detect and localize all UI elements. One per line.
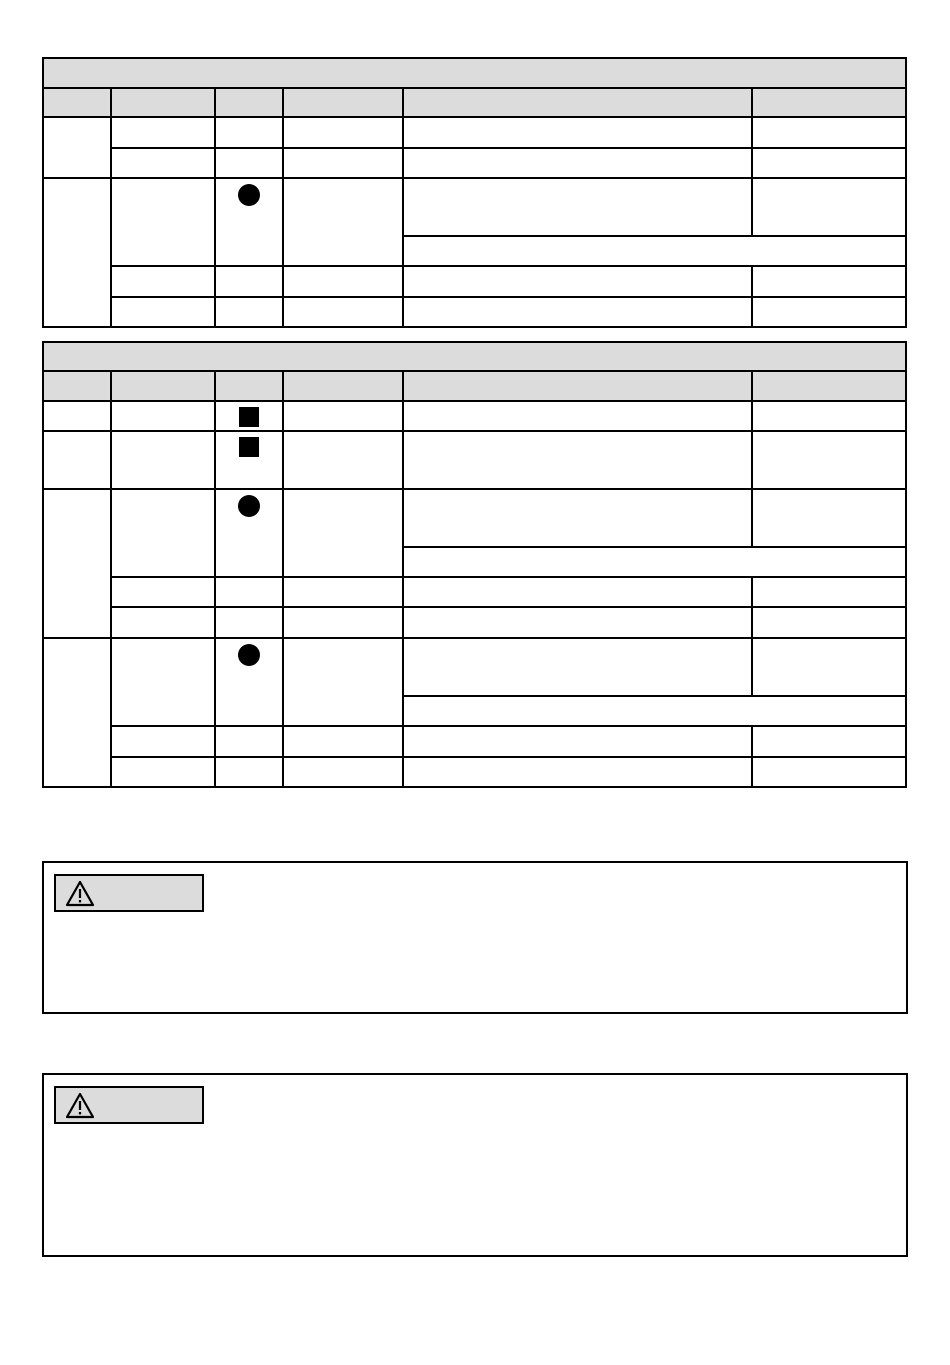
table-2-frame — [42, 341, 907, 788]
warning-box-1 — [42, 861, 908, 1014]
warning-label — [54, 1086, 204, 1124]
square-icon — [239, 437, 259, 457]
warning-triangle-icon — [65, 1092, 95, 1119]
warning-triangle-icon — [65, 880, 95, 907]
warning-box-2 — [42, 1073, 908, 1257]
circle-icon — [238, 495, 260, 517]
circle-icon — [238, 644, 260, 666]
warning-label — [54, 874, 204, 912]
square-icon — [239, 407, 259, 427]
